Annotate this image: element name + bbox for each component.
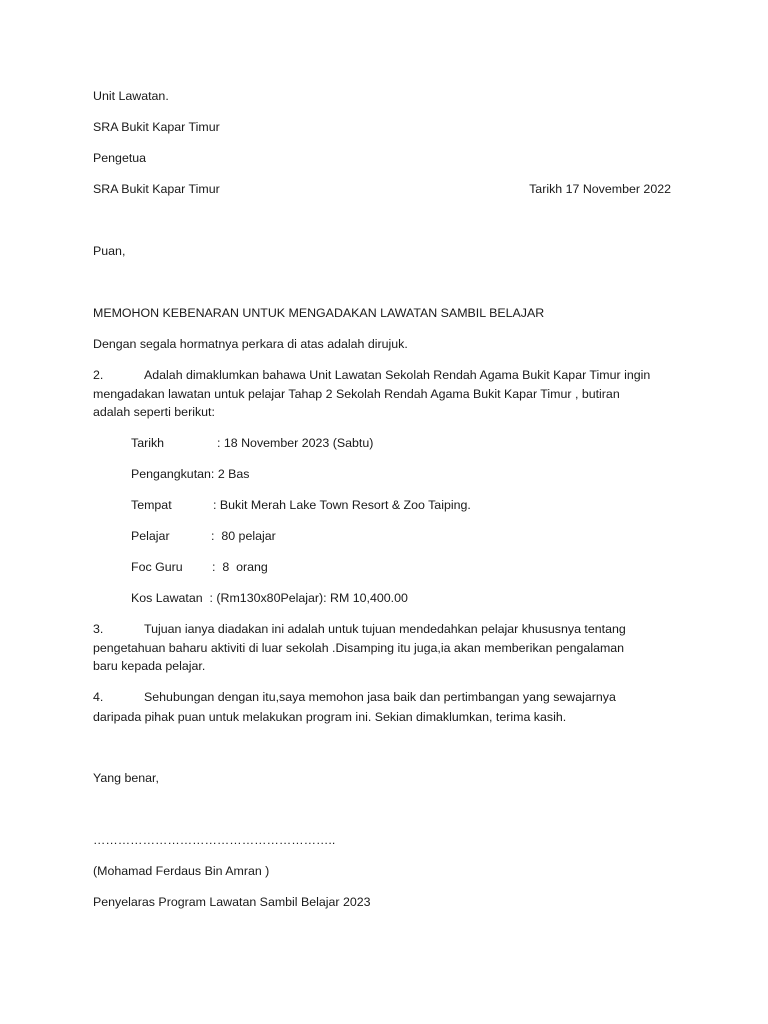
letter-date: Tarikh 17 November 2022 <box>529 182 671 196</box>
detail-kos-label: Kos Lawatan <box>131 591 203 605</box>
detail-tarikh-value: : 18 November 2023 (Sabtu) <box>217 436 374 450</box>
detail-pengangkutan-label: Pengangkutan: <box>131 467 215 481</box>
subject-heading: MEMOHON KEBENARAN UNTUK MENGADAKAN LAWATAN SAMBIL BELAJAR <box>93 306 545 320</box>
para4-text1: Sehubungan dengan itu,saya memohon jasa baik dan pertimbangan yang sewajarnya <box>144 690 616 704</box>
closing: Yang benar, <box>93 771 159 785</box>
para2-line2: mengadakan lawatan untuk pelajar Tahap 2 Sekolah Rendah Agama Bukit Kapar Timur , butiran <box>93 387 620 401</box>
para3-text1: Tujuan ianya diadakan ini adalah untuk tujuan mendedahkan pelajar khususnya tentang <box>144 622 626 636</box>
detail-kos <box>131 589 408 608</box>
detail-kos-value: : (Rm130x80Pelajar): RM 10,400.00 <box>202 591 408 605</box>
detail-tarikh <box>131 434 373 453</box>
signer-title: Penyelaras Program Lawatan Sambil Belajar 2023 <box>93 895 371 909</box>
detail-foc-label: Foc Guru <box>131 560 183 574</box>
para4-line2: daripada pihak puan untuk melakukan program ini. Sekian dimaklumkan, terima kasih. <box>93 710 567 724</box>
para2-number: 2. <box>93 368 104 382</box>
sender-school: SRA Bukit Kapar Timur <box>93 120 220 134</box>
para2-line3: adalah seperti berikut: <box>93 405 215 419</box>
sender-unit: Unit Lawatan. <box>93 89 169 103</box>
para2-text1: Adalah dimaklumkan bahawa Unit Lawatan Sekolah Rendah Agama Bukit Kapar Timur ingin <box>144 368 651 382</box>
para4-number: 4. <box>93 690 104 704</box>
detail-tempat-label: Tempat <box>131 498 172 512</box>
recipient-title: Pengetua <box>93 151 147 165</box>
detail-tarikh-label: Tarikh <box>131 436 165 450</box>
detail-pengangkutan-value: 2 Bas <box>214 467 250 481</box>
para3-line3: baru kepada pelajar. <box>93 659 206 673</box>
detail-pelajar-label: Pelajar <box>131 529 170 543</box>
signer-name: (Mohamad Ferdaus Bin Amran ) <box>93 864 270 878</box>
intro-line: Dengan segala hormatnya perkara di atas adalah dirujuk. <box>93 337 408 351</box>
para3-number: 3. <box>93 622 104 636</box>
detail-pengangkutan <box>131 465 250 484</box>
para3-line1 <box>93 620 626 639</box>
signature-line: ………………………………………………….. <box>93 833 336 847</box>
detail-pelajar <box>131 527 276 546</box>
recipient-school: SRA Bukit Kapar Timur <box>93 182 220 196</box>
detail-tempat-value: : Bukit Merah Lake Town Resort & Zoo Taiping. <box>213 498 471 512</box>
para2-line1 <box>93 366 650 385</box>
detail-tempat <box>131 496 471 515</box>
para4-line1 <box>93 688 616 707</box>
salutation: Puan, <box>93 244 126 258</box>
detail-foc-guru <box>131 558 268 577</box>
detail-foc-value: : 8 orang <box>212 560 268 574</box>
detail-pelajar-value: : 80 pelajar <box>211 529 276 543</box>
para3-line2: pengetahuan baharu aktiviti di luar sekolah .Disamping itu juga,ia akan memberikan pengalaman <box>93 641 625 655</box>
